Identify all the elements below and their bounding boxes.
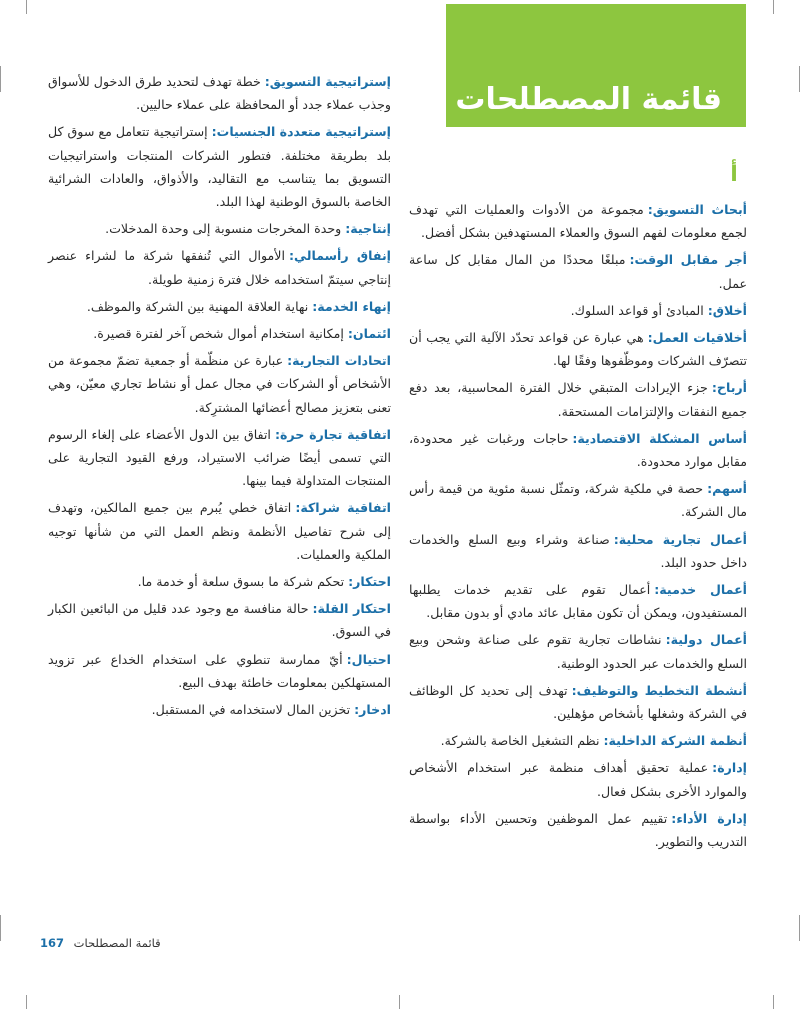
glossary-term: ائتمان:	[347, 326, 391, 342]
glossary-entry	[48, 496, 391, 566]
glossary-term: أخلاقيات العمل:	[647, 330, 747, 346]
glossary-term: أجر مقابل الوقت:	[629, 252, 747, 268]
footer-label: قائمة المصطلحات	[73, 936, 161, 950]
crop-mark	[26, 995, 27, 1009]
glossary-term: أعمال دولية:	[665, 632, 747, 648]
glossary-term: اتفاقية تجارة حرة:	[274, 426, 391, 442]
glossary-definition: صناعة وشراء وبيع السلع والخدمات داخل حدود البلد.	[409, 531, 747, 570]
glossary-definition: اتفاق خطي يُبرم بين جميع المالكين، وتهدف إلى شرح تفاصيل الأنظمة ونظم العمل التي من شأنها توجيه الملكية والعمليات.	[48, 500, 391, 562]
section-letter: أ	[730, 162, 738, 187]
glossary-entry	[409, 628, 747, 674]
glossary-term: أبحاث التسويق:	[647, 202, 747, 217]
glossary-entry	[409, 326, 747, 372]
glossary-definition: هي عبارة عن قواعد تحدّد الآلية التي يجب أن تتصرّف الشركات وموظّفوها وفقًا لها.	[409, 330, 747, 369]
glossary-entry	[409, 198, 747, 244]
glossary-term: إستراتيجية التسويق:	[264, 74, 391, 89]
crop-mark	[399, 995, 400, 1009]
glossary-definition: عملية تحقيق أهداف منظمة عبر استخدام الأشخاص والموارد الأخرى بشكل فعال.	[409, 760, 747, 799]
glossary-entry	[48, 597, 391, 643]
glossary-entry	[409, 528, 747, 574]
glossary-definition: حصة في ملكية شركة، وتمثّل نسبة مئوية من قيمة رأس مال الشركة.	[409, 481, 747, 520]
glossary-term: إدارة:	[712, 760, 747, 776]
crop-mark	[773, 995, 774, 1009]
glossary-term: أسهم:	[707, 481, 747, 497]
glossary-definition: جزء الإيرادات المتبقي خلال الفترة المحاسبية، بعد دفع جميع النفقات والإلتزامات المستحقة.	[409, 380, 747, 419]
page-number: 167	[40, 936, 65, 950]
glossary-entry	[409, 299, 747, 322]
glossary-term: ادخار:	[354, 702, 391, 718]
glossary-right-column	[409, 198, 747, 857]
glossary-entry	[409, 679, 747, 725]
glossary-definition: نشاطات تجارية تقوم على صناعة وشحن وبيع السلع والخدمات عبر الحدود الوطنية.	[409, 632, 747, 671]
glossary-entry	[409, 477, 747, 523]
glossary-term: إدارة الأداء:	[671, 810, 747, 826]
glossary-entry	[48, 349, 391, 419]
glossary-definition: تهدف إلى تحديد كل الوظائف في الشركة وشغلها بأشخاص مؤهلين.	[409, 682, 747, 722]
glossary-entry	[409, 578, 747, 624]
glossary-term: أنشطة التخطيط والتوظيف:	[571, 682, 747, 698]
glossary-definition: اتفاق بين الدول الأعضاء على إلغاء الرسوم التي تسمى أيضًا ضرائب الاستيراد، ورفع القيود التجارية على المنتجات المتداولة فيما بينها.	[48, 426, 391, 489]
glossary-term: أخلاق:	[707, 302, 747, 318]
glossary-definition: إمكانية استخدام أموال شخص آخر لفترة قصيرة.	[93, 326, 344, 342]
glossary-definition: حالة منافسة مع وجود عدد قليل من البائعين الكبار في السوق.	[48, 601, 391, 640]
glossary-definition: نظم التشغيل الخاصة بالشركة.	[440, 733, 600, 749]
glossary-definition: الأموال التي تُنفقها شركة ما لشراء عنصر إنتاجي سيتمّ استخدامه خلال فترة زمنية طويلة.	[48, 248, 391, 287]
glossary-term: اتحادات التجارية:	[287, 353, 391, 369]
glossary-entry	[48, 70, 391, 116]
glossary-definition: نهاية العلاقة المهنية بين الشركة والموظف.	[86, 298, 309, 314]
glossary-entry	[48, 244, 391, 290]
glossary-entry	[409, 756, 747, 802]
glossary-entry	[409, 248, 747, 294]
glossary-term: أعمال خدمية:	[654, 582, 748, 598]
glossary-entry	[48, 648, 391, 694]
page-title-banner	[446, 4, 746, 127]
glossary-term: إنتاجية:	[345, 221, 391, 237]
glossary-entry	[48, 698, 391, 721]
glossary-definition: مبلغًا محددًا من المال مقابل كل ساعة عمل.	[409, 252, 747, 291]
glossary-definition: تحكم شركة ما بسوق سلعة أو خدمة ما.	[137, 574, 345, 590]
glossary-term: احتكار:	[348, 574, 391, 590]
glossary-left-column	[48, 70, 391, 725]
glossary-term: إستراتيجية متعددة الجنسيات:	[211, 124, 391, 140]
glossary-entry	[409, 427, 747, 473]
glossary-term: إنفاق رأسمالي:	[288, 248, 391, 264]
glossary-term: احتكار القلة:	[312, 601, 391, 617]
glossary-definition: أيّ ممارسة تنطوي على استخدام الخداع عبر تزويد المستهلكين بمعلومات خاطئة بهدف البيع.	[48, 651, 391, 690]
glossary-entry	[409, 807, 747, 853]
glossary-definition: حاجات ورغبات غير محدودة، مقابل موارد محدودة.	[409, 430, 747, 470]
crop-mark	[26, 0, 27, 14]
glossary-entry	[48, 570, 391, 593]
glossary-entry	[48, 217, 391, 240]
glossary-definition: أعمال تقوم على تقديم خدمات يطلبها المستفيدون، ويمكن أن تكون مقابل عائد مادي أو بدون مقابل.	[409, 582, 747, 621]
glossary-term: أساس المشكلة الاقتصادية:	[572, 430, 747, 446]
crop-mark	[0, 66, 1, 92]
glossary-definition: تخزين المال لاستخدامه في المستقبل.	[151, 702, 351, 718]
glossary-entry	[48, 423, 391, 493]
crop-mark	[0, 915, 1, 941]
glossary-term: احتيال:	[346, 651, 391, 667]
glossary-term: أنظمة الشركة الداخلية:	[603, 733, 747, 749]
glossary-term: أرباح:	[711, 380, 747, 396]
glossary-entry	[48, 120, 391, 213]
glossary-definition: مجموعة من الأدوات والعمليات التي تهدف لجمع معلومات لفهم السوق والعملاء المستهدفين بشكل أفضل.	[409, 202, 747, 241]
page-title: قائمة المصطلحات	[455, 82, 722, 117]
glossary-definition: خطة تهدف لتحديد طرق الدخول للأسواق وجذب عملاء جدد أو المحافظة على عملاء حاليين.	[48, 74, 391, 113]
glossary-entry	[409, 376, 747, 422]
page-footer	[40, 936, 161, 950]
crop-mark	[773, 0, 774, 14]
glossary-term: إنهاء الخدمة:	[312, 298, 391, 314]
glossary-definition: تقييم عمل الموظفين وتحسين الأداء بواسطة التدريب والتطوير.	[409, 810, 747, 850]
glossary-definition: المبادئ أو قواعد السلوك.	[570, 302, 704, 318]
glossary-term: أعمال تجارية محلية:	[613, 531, 747, 547]
glossary-definition: إستراتيجية تتعامل مع سوق كل بلد بطريقة مختلفة. فتطور الشركات المنتجات واستراتيجيات التسويق بما يتناسب مع التقاليد، والأذواق، والعادات الشرائية الخاصة بالسوق الوطنية لهذا البلد.	[48, 124, 391, 210]
glossary-definition: عبارة عن منظّمة أو جمعية تضمّ مجموعة من الأشخاص أو الشركات في مجال عمل أو نشاط تجاري معيّن، وهي تعنى بتعزيز مصالح أعضائها المشترِكة.	[48, 353, 391, 415]
glossary-definition: وحدة المخرجات منسوبة إلى وحدة المدخلات.	[105, 221, 342, 237]
glossary-term: اتفاقية شراكة:	[295, 500, 391, 516]
glossary-entry	[409, 729, 747, 752]
glossary-entry	[48, 295, 391, 318]
glossary-entry	[48, 322, 391, 345]
